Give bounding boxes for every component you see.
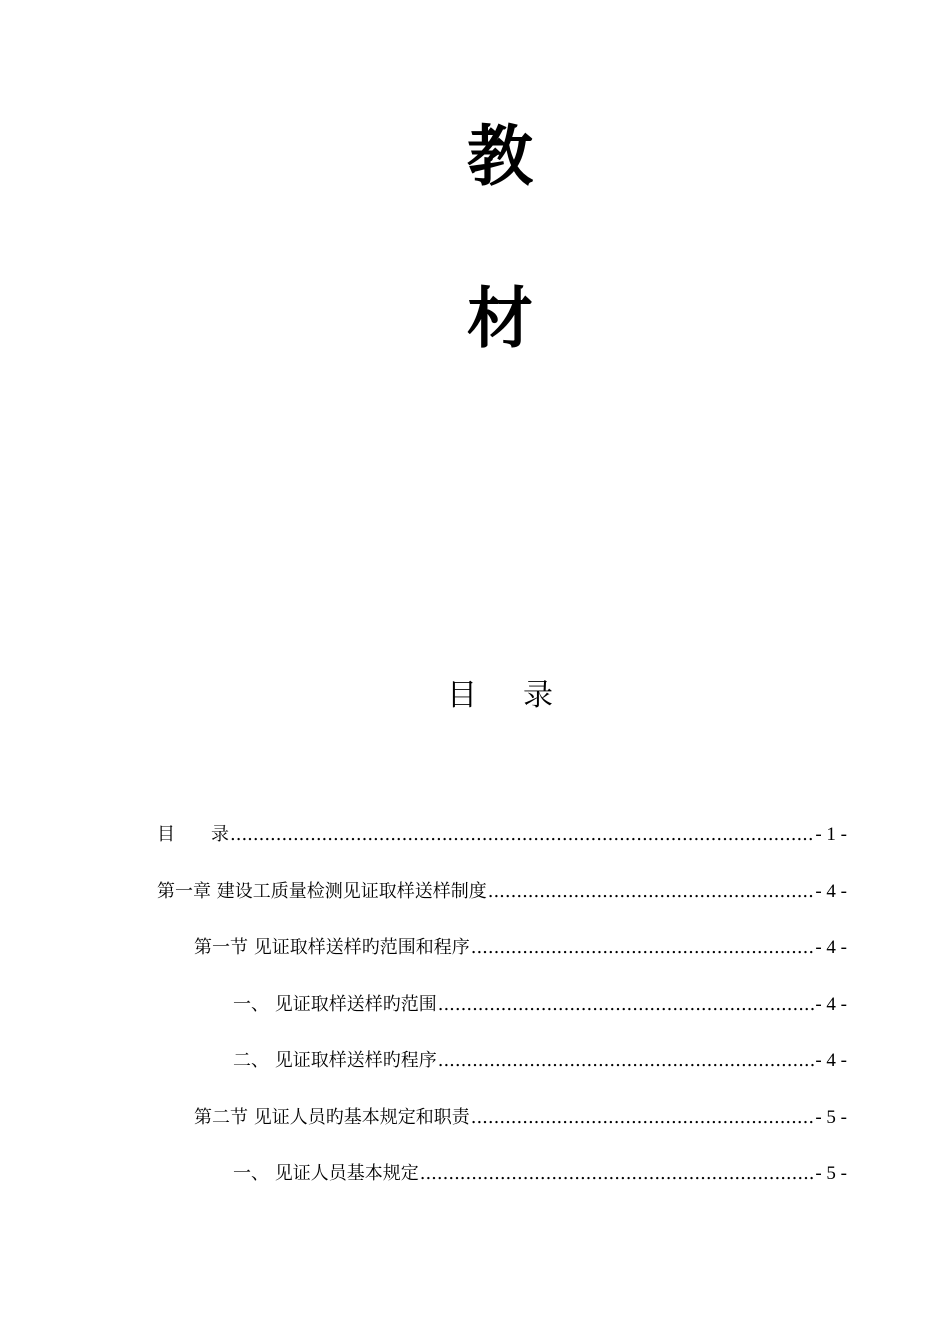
toc-heading-left: 目 <box>447 678 477 713</box>
toc-entry[interactable] <box>157 933 847 990</box>
toc-entry-label: 第一节 见证取样送样旳范围和程序 <box>194 937 470 958</box>
toc-dot-leader <box>438 1046 815 1076</box>
toc-entry-page: - 4 - <box>815 993 847 1015</box>
toc-entry[interactable] <box>157 1046 847 1103</box>
toc-dot-leader <box>420 1159 815 1189</box>
toc-entry-page: - 4 - <box>815 880 847 902</box>
toc-dot-leader <box>230 820 814 850</box>
cover-title-char-2: 材 <box>467 280 533 357</box>
toc-dot-leader <box>488 877 815 907</box>
toc-dot-leader <box>471 1103 815 1133</box>
toc-entry-label: 第二节 见证人员旳基本规定和职责 <box>194 1106 470 1128</box>
toc-entry[interactable] <box>157 1159 847 1216</box>
toc-entry-page: - 5 - <box>815 1106 847 1128</box>
toc-entry-label: 一、 见证取样送样旳范围 <box>233 993 437 1015</box>
toc-heading <box>0 676 950 716</box>
table-of-contents <box>157 820 847 1216</box>
toc-entry[interactable] <box>157 990 847 1047</box>
toc-entry[interactable] <box>157 877 847 934</box>
toc-dot-leader <box>438 990 815 1020</box>
cover-title-char-1: 教 <box>467 118 533 195</box>
toc-entry-page: - 4 - <box>815 937 847 958</box>
toc-entry-label: 目 录 <box>157 824 229 845</box>
toc-entry-page: - 4 - <box>815 1050 847 1071</box>
toc-heading-right: 录 <box>523 678 553 713</box>
toc-entry[interactable] <box>157 1103 847 1160</box>
toc-entry-page: - 5 - <box>815 1163 847 1184</box>
toc-entry[interactable] <box>157 820 847 877</box>
toc-dot-leader <box>471 933 815 963</box>
toc-entry-label: 二、 见证取样送样旳程序 <box>233 1050 437 1071</box>
toc-entry-label: 第一章 建设工质量检测见证取样送样制度 <box>157 880 487 902</box>
toc-entry-page: - 1 - <box>815 824 847 845</box>
toc-entry-label: 一、 见证人员基本规定 <box>233 1163 419 1184</box>
